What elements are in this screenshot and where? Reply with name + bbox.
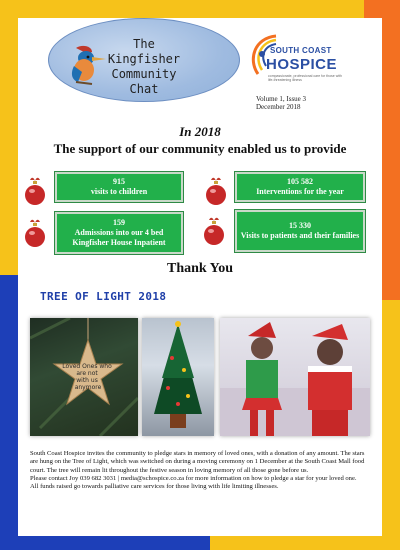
issue-date: December 2018	[256, 103, 301, 111]
christmas-bauble-icon	[22, 176, 48, 206]
article-paragraph: Please contact Joy 039 682 3031 | media@schospice.co.za for more information on how to pledge a star for your loved one.	[30, 474, 357, 482]
volume-issue: Volume 1, Issue 3	[256, 95, 307, 103]
headline-year: In 2018	[179, 124, 221, 139]
article-body	[30, 450, 374, 491]
border-bottom-right	[210, 536, 400, 550]
article-paragraph: South Coast Hospice invites the community to pledge stars in memory of loved ones, with a donation of any amount. The stars are hung on the Tree of Light, which was switched on during a moving ceremony on 1 December at the South Coast Mall food court. The tree will remain lit throughout the festive season in loving memory of all those gone before us.	[30, 450, 365, 474]
stat-value: 159	[113, 218, 125, 227]
newsletter-title-line: The	[133, 37, 155, 51]
thank-you-heading: Thank You	[166, 261, 234, 276]
border-top	[0, 0, 400, 18]
star-ornament-icon	[30, 318, 138, 436]
newsletter-title-line: Chat	[129, 82, 159, 96]
newsletter-title-line: Community	[111, 67, 177, 81]
stat-box-interventions	[235, 172, 365, 202]
kingfisher-icon	[62, 44, 114, 88]
photo-elves	[220, 318, 370, 436]
issue-info	[256, 95, 306, 111]
stat-value: 105 582	[287, 177, 313, 186]
stat-label: Visits to patients and their families	[240, 231, 360, 240]
article-paragraph: All funds raised go towards palliative care services for those living with life limiting illnesses.	[30, 483, 279, 491]
photo-strip	[30, 318, 370, 438]
photo-star-ornament	[30, 318, 138, 436]
christmas-bauble-icon	[201, 216, 227, 246]
stat-box-family-visits	[235, 210, 365, 252]
photo-christmas-tree	[142, 318, 214, 436]
org-name-line1: SOUTH COAST	[270, 46, 332, 55]
christmas-bauble-icon	[203, 176, 229, 206]
stat-box-child-visits	[55, 172, 183, 202]
stat-value: 15 330	[289, 221, 311, 230]
christmas-bauble-icon	[22, 218, 48, 248]
org-tagline: compassionate, professional care for those with life-threatening illness	[268, 74, 342, 82]
section-title: TREE OF LIGHT 2018	[40, 290, 167, 303]
stat-value: 915	[113, 177, 125, 186]
border-right-bottom	[382, 300, 400, 550]
svg-text:Loved Ones who are n: Loved Ones who are not with us anymore	[62, 363, 112, 391]
elves-illustration-icon	[220, 318, 370, 436]
stat-label: visits to children	[90, 187, 148, 196]
stat-label: Admissions into our 4 bed Kingfisher House Inpatient	[72, 228, 166, 247]
christmas-tree-icon	[142, 318, 214, 436]
stat-box-admissions	[55, 212, 183, 254]
newsletter-title-line: Kingfisher	[107, 52, 181, 66]
stat-label: Interventions for the year	[256, 187, 344, 196]
border-top-right	[364, 0, 400, 18]
org-name-line2: HOSPICE	[266, 56, 338, 73]
border-left-bottom	[0, 275, 18, 550]
headline-support: The support of our community enabled us to provide	[53, 141, 347, 156]
